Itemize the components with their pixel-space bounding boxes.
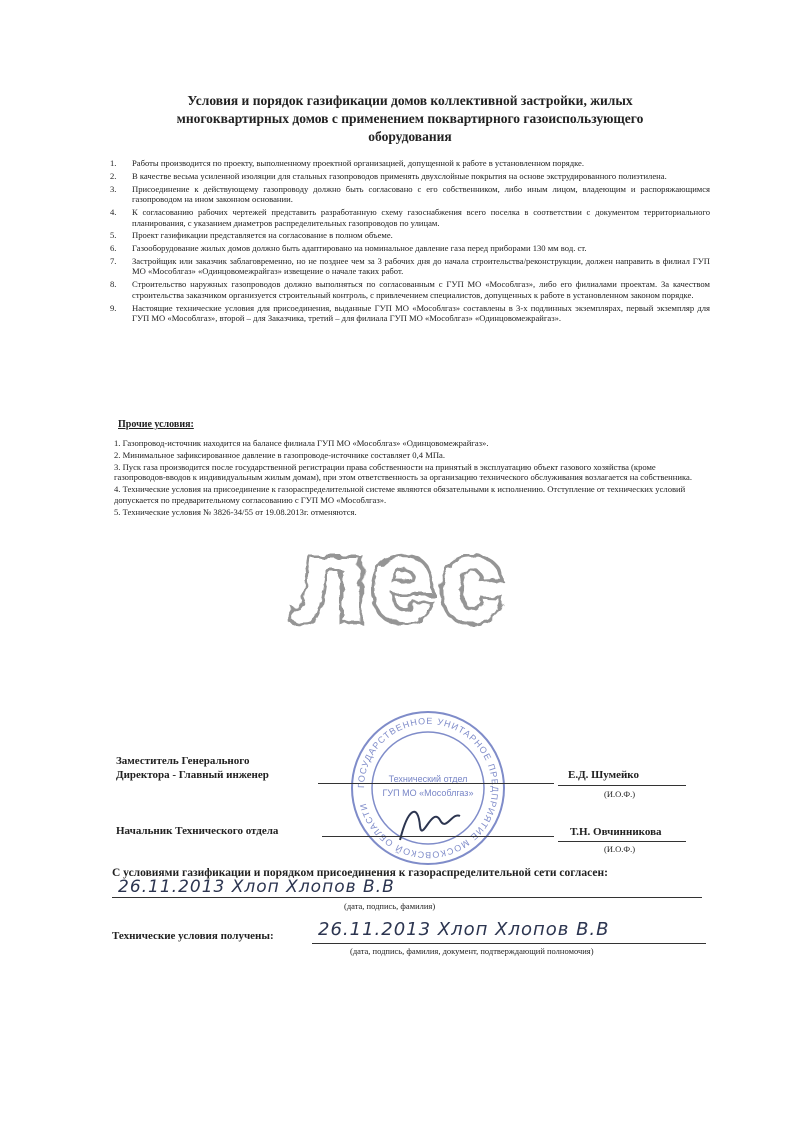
signature-line bbox=[318, 783, 554, 784]
item-number: 5. bbox=[110, 230, 117, 241]
stamp-ring-text: ГОСУДАРСТВЕННОЕ УНИТАРНОЕ ПРЕДПРИЯТИЕ МОСКОВСКОЙ ОБЛАСТИ bbox=[355, 715, 501, 861]
condition-item bbox=[110, 207, 710, 228]
tech-head-caption: (И.О.Ф.) bbox=[604, 844, 636, 854]
received-label: Технические условия получены: bbox=[112, 930, 274, 942]
item-number: 6. bbox=[110, 243, 117, 254]
condition-item bbox=[110, 230, 710, 241]
condition-item bbox=[110, 256, 710, 277]
agreement-handwriting: 26.11.2013 Хлоп Хлопов В.В bbox=[118, 877, 395, 897]
other-condition-item: 5. Технические условия № 3826-34/55 от 19.08.2013г. отменяются. bbox=[114, 506, 357, 517]
tech-head-name: Т.Н. Овчинникова bbox=[570, 826, 662, 838]
received-line bbox=[312, 943, 706, 944]
deputy-title-line: Заместитель Генерального bbox=[116, 755, 250, 767]
item-number: 1. bbox=[110, 158, 117, 168]
name-line bbox=[558, 841, 686, 842]
received-handwriting: 26.11.2013 Хлоп Хлопов В.В bbox=[318, 919, 610, 940]
item-number: 7. bbox=[110, 255, 117, 266]
other-condition-item: 4. Технические условия на присоединение к газораспределительной системе являются обязательными к исполнению. Отступление от технических условий допускается по предварительному согласованию с ГУП МО «Мособлгаз». bbox=[114, 484, 686, 505]
item-text: Настоящие технические условия для присоединения, выданные ГУП МО «Мособлгаз» составлены в 3-х подлинных экземплярах, первый экземпляр для ГУП МО «Мособлгаз», второй – для Заказчика, третий – для филиала ГУП МО «Мособлгаз» «Одинцовомежрайгаз». bbox=[132, 302, 710, 324]
item-number: 8. bbox=[110, 279, 117, 290]
item-text: Присоединение к действующему газопроводу должно быть согласовано с его собственником, либо иным лицом, владеющим и распоряжающимся газопроводом на ином законном основании. bbox=[132, 183, 710, 205]
condition-item bbox=[110, 184, 710, 205]
deputy-title-line: Директора - Главный инженер bbox=[116, 769, 269, 781]
item-number: 4. bbox=[110, 206, 117, 217]
item-text: Застройщик или заказчик заблаговременно, но не позднее чем за 3 рабочих дня до начала строительства/реконструкции, должен направить в филиал ГУП МО «Мособлгаз» «Одинцовомежрайгаз» извещение о начале таких работ. bbox=[132, 255, 710, 277]
condition-item bbox=[110, 279, 710, 300]
condition-item bbox=[110, 243, 710, 254]
title-line: оборудования bbox=[368, 129, 452, 144]
item-text: Проект газификации представляется на согласование в полном объеме. bbox=[132, 230, 393, 241]
condition-item bbox=[110, 303, 710, 324]
received-caption: (дата, подпись, фамилия, документ, подтверждающий полномочия) bbox=[350, 946, 594, 956]
item-text: Строительство наружных газопроводов должно выполняться по согласованным с ГУП МО «Мособлгаз», либо его филиалами проектам. За качеством строительства заказчиком организуется строительный контроль, с привлечением специалистов, допущенных к работе в установленном законом порядке. bbox=[132, 279, 710, 300]
other-condition-item: 1. Газопровод-источник находится на балансе филиала ГУП МО «Мособлгаз» «Одинцовомежрайгаз». bbox=[114, 438, 489, 448]
deputy-name: Е.Д. Шумейко bbox=[568, 769, 639, 781]
other-conditions-heading: Прочие условия: bbox=[118, 419, 194, 430]
official-stamp bbox=[348, 708, 508, 868]
other-condition-item: 2. Минимальное зафиксированное давление в газопроводе-источнике составляет 0,4 МПа. bbox=[114, 449, 446, 460]
conditions-list bbox=[110, 158, 710, 326]
tech-head-title: Начальник Технического отдела bbox=[116, 825, 279, 837]
other-condition-item: 3. Пуск газа производится после государственной регистрации права собственности на принятый в эксплуатацию объект газового хозяйства (кроме газопроводов-вводов к индивидуальным жилым домам), при этом ответственность за организацию технического обслуживания возлагается на собственника. bbox=[114, 461, 692, 483]
item-text: К согласованию рабочих чертежей представить разработанную схему газоснабжения всего поселка в соответствии с документом территориального планирования, с указанием диаметров распределительных газопроводов по улицам. bbox=[132, 206, 710, 228]
stamp-inner-line1: Технический отдел bbox=[388, 774, 468, 784]
agreement-line bbox=[112, 897, 702, 898]
document-title bbox=[150, 92, 670, 146]
other-conditions-list bbox=[114, 438, 704, 519]
title-line: Условия и порядок газификации домов коллективной застройки, жилых bbox=[187, 93, 633, 108]
agreement-caption: (дата, подпись, фамилия) bbox=[344, 901, 436, 911]
agreement-text: С условиями газификации и порядком присоединения к газораспределительной сети согласен: bbox=[112, 867, 608, 879]
signature-line bbox=[322, 836, 554, 837]
stamp-inner-line2: ГУП МО «Мособлгаз» bbox=[382, 788, 474, 798]
item-text: В качестве весьма усиленной изоляции для стальных газопроводов применять двухслойные покрытия на основе экструдированного полиэтилена. bbox=[132, 170, 667, 181]
watermark-text: лес bbox=[292, 535, 508, 635]
item-text: Работы производится по проекту, выполненному проектной организацией, допущенной к работе в установленном порядке. bbox=[132, 158, 584, 168]
item-number: 3. bbox=[110, 183, 117, 194]
deputy-title bbox=[116, 754, 269, 782]
condition-item bbox=[110, 158, 710, 169]
item-number: 9. bbox=[110, 302, 117, 313]
watermark-logo bbox=[205, 535, 595, 635]
title-line: многоквартирных домов с применением поквартирного газоиспользующего bbox=[176, 111, 644, 126]
item-number: 2. bbox=[110, 170, 117, 181]
name-line bbox=[558, 785, 686, 786]
item-text: Газооборудование жилых домов должно быть адаптировано на номинальное давление газа перед приборами 130 мм вод. ст. bbox=[132, 243, 587, 254]
deputy-caption: (И.О.Ф.) bbox=[604, 789, 636, 799]
condition-item bbox=[110, 171, 710, 182]
